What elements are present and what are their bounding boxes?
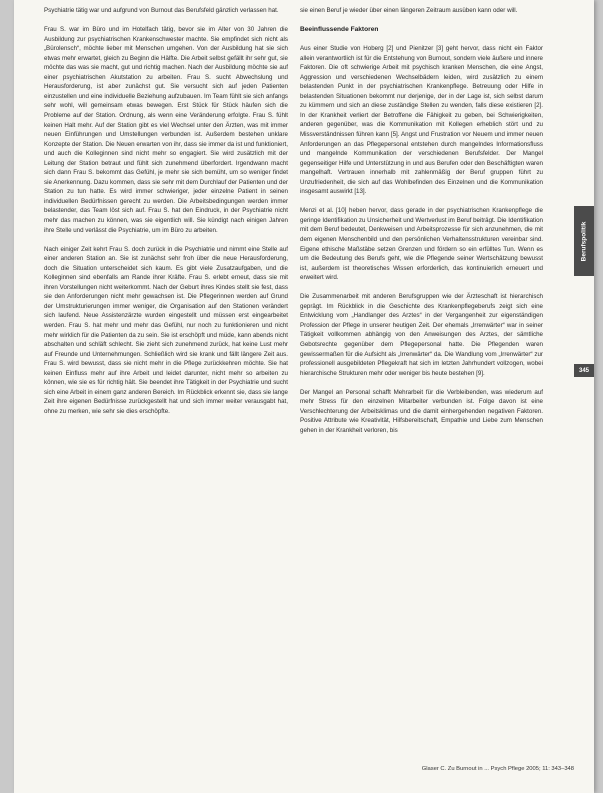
right-paragraph-4: Der Mangel an Personal schafft Mehrarbeit für die Verbleibenden, was wiederum auf mehr Stress für den einzelnen Mitarbeiter verbunden ist. Folge davon ist eine Verschlechterung der Arbeitsklimas und die damit einhergehenden negativen Faktoren. Positive Attribute wie Kreativität, Hilfsbereitschaft, Empathie und Liebe zum Menschen gehen in der Krankheit verloren, bis — [300, 388, 543, 434]
document-page — [14, 0, 594, 793]
right-paragraph-2: Menzi et al. [10] heben hervor, dass gerade in der psychiatrischen Krankenpflege die geringe Identifikation zu Unsicherheit und Wertverlust im Beruf beiträgt. Die Identifikation mit dem Beruf bedeutet, Denkweisen und Arbeitsprozesse für sich anzunehmen, die mit dem eigenen Menschenbild und den persönlichen Verhaltensstrukturen vereinbar sind. Eigene ethische Maßstäbe setzen Grenzen und fördern so ein erfülltes Tun. Wenn es um die Bedeutung des Berufs geht, wie die Pflegende seiner Wertschätzung bewusst ist, außerdem ist theoretisches Wissen erforderlich, das kontinuierlich erneuert und erweitert wird. — [300, 207, 543, 282]
left-paragraph-1: Psychiatrie tätig war und aufgrund von Burnout das Berufsfeld gänzlich verlassen hat. — [44, 7, 279, 14]
left-column — [44, 6, 288, 416]
right-paragraph-1: Aus einer Studie von Hoberg [2] und Pienitzer [3] geht hervor, dass nicht ein Faktor allein verantwortlich ist für die Entstehung von Burnout, sondern viele äußere und innere Faktoren. Die oft schwierige Arbeit mit psychisch kranken Menschen, die eine Angst, Aggression und verschiedenen Wechselbädern leiden, wird zusätzlich zu einem belastenden Punkt in der psychiatrischen Krankenpflege. Betreuung oder Hilfe in belastenden Situationen bekommt nur derjenige, der in der Lage ist, sich selbst darum zu kümmern und sich an diese zuständige Stellen zu wenden, falls diese existieren [2]. In der Krankheit verliert der Betroffene die Fähigkeit zu geben, bei Schwierigkeiten, anderen gegenüber, was die Kommunikation mit Kollegen erheblich stört und zu Missverständnissen führen kann [5]. Angst und Frustration vor Neuem und immer neuen Anforderungen an das Pflegepersonal entstehen durch mangelndes Informationsfluss und mangelnde Kommunikation der verschiedenen Berufsfelder. Der Mangel gegenseitiger Hilfe und Unterstützung in und aus Berufen oder den Beschäftigten waren mangelhaft. Vertrauen innerhalb mit zahlenmäßig der Beruf gruppen führt zu Unzufriedenheit, die sich auf das Wohlbefinden des Einzelnen und die Kommunikation insgesamt auswirkt [13]. — [300, 45, 543, 196]
right-column — [300, 6, 543, 435]
side-tab-label: Berufspolitik — [580, 221, 588, 261]
right-paragraph-3: Die Zusammenarbeit mit anderen Berufsgruppen wie der Ärzteschaft ist hierarchisch geprägt. Im Rückblick in die Geschichte des Krankenpflegeberufs zeigt sich eine Entwicklung vom „Handlanger des Arztes“ in der Vergangenheit zur eigenständigen Profession der Pflege in unserer heutigen Zeit. Der ehemals „Irrenwärter“ war in seiner Tätigkeit vollkommen abhängig von den Anweisungen des Arztes, der sämtliche Gebotsrechte gegenüber dem Pflegepersonal hatte. Die Pflegenden waren gewissermaßen für die Aufsicht als „Irrenwärter“ da. Die Wandlung vom „Irrenwärter“ zur professionell ausgebildeten Pflegekraft hat sich im letzten Jahrhundert vollzogen, wobei hierarchische Strukturen mehr oder weniger bis heute bestehen [9]. — [300, 293, 543, 377]
section-heading: Beeinflussende Faktoren — [300, 26, 379, 34]
page-number: 345 — [574, 364, 594, 377]
right-paragraph-intro: sie einen Beruf je wieder über einen längeren Zeitraum ausüben kann oder will. — [300, 7, 518, 14]
left-paragraph-3: Nach einiger Zeit kehrt Frau S. doch zurück in die Psychiatrie und nimmt eine Stelle auf einer anderen Station an. Sie ist zunächst sehr froh über die neue Herausforderung, doch die Situation unterscheidet sich kaum. Es gibt viele Zusatzaufgaben, und die Kolleginnen sind ebenfalls am Rande ihrer Kräfte. Frau S. erlebt erneut, dass sie mit ihren Vorstellungen nicht weiterkommt. Nach der Geburt ihres Kindes stellt sie fest, dass sie den Anforderungen nicht mehr gewachsen ist. Die Pflegerinnen werden auf Grund der Umstrukturierungen immer weniger, die Organisation auf den Stationen verändert sich laufend. Neue Assistenzärzte wurden eingestellt und müssen erst eingearbeitet werden. Frau S. hat mehr und mehr das Gefühl, nur noch zu funktionieren und nicht mehr wirklich für die Patienten da zu sein. Sie ist erschöpft und müde, kann abends nicht abschalten und schläft schlecht. Sie zieht sich zunehmend zurück, hat keine Lust mehr auf Freunde und Unternehmungen. Schließlich wird sie krank und fällt längere Zeit aus. Frau S. wird bewusst, dass sie nicht mehr in die Pflege zurückkehren möchte. Sie hat keinen Einfluss mehr auf ihre Arbeit und leidet darunter, nicht mehr so arbeiten zu können, wie sie es für richtig hält. Sie beendet ihre Tätigkeit in der Psychiatrie und sucht sich eine Arbeit in einem ganz anderen Bereich. Im Rückblick erkennt sie, dass sie lange Zeit ihre eigenen Bedürfnisse zurückgestellt hat und sich immer weiter verausgabt hat, ohne zu merken, wie sehr sie dies erschöpfte. — [44, 245, 288, 415]
page-footer: Glaser C. Zu Burnout in ... Psych Pflege 2005; 11: 343–348 — [421, 766, 574, 772]
section-side-tab — [574, 206, 594, 276]
left-paragraph-2: Frau S. war im Büro und im Hotelfach tätig, bevor sie im Alter von 30 Jahren die Ausbildung zur psychiatrischen Krankenschwester machte. Sie empfindet sich nicht als „Bürolensch“, möchte lieber mit Menschen umgehen. Von der Ausbildung hat sie sich etwas mehr erwartet, gleich zu Beginn die Hälfte. Die Arbeit selbst gefällt ihr sehr gut, sie möchte das was sie macht, gut und richtig machen. Nach der Ausbildung möchte sie auf einer psychiatrischen Akutstation zu arbeiten. Frau S. sucht Abwechslung und Herausforderung, ist aber zunächst gut. Sie versucht sich auf jeden Patienten einzustellen und eine individuelle Beziehung aufzubauen. Im Team fühlt sie sich anfangs sehr wohl, will gemeinsam etwas bewegen. Erst Stück für Stück häufen sich die Probleme auf der Station. Ordnung, als wenn eine Veränderung erfolgte. Frau S. fühlt keinen Halt mehr. Auf der Station gibt es viel Wechsel unter den Ärzten, was mit immer neuen Einführungen und Umstellungen verbunden ist. Außerdem bestehen unklare Konzepte der Station. Die Neuen erwarten von ihr, dass sie immer da ist und funktioniert, und auch die Kolleginnen sind nicht mehr so engagiert. Sie wird zusätzlich mit der Leitung der Station betraut und fühlt sich zunehmend überfordert. Irgendwann macht sich dann Frau S. bekommt das Gefühl, je mehr sie sich bemüht, um so weniger findet sie Anerkennung. Dazu kommen, dass sie sehr mit dem Durchlauf der Patienten und der Station zu tun hatte. Es wird immer schwieriger, jeder einzelne Patient in seinen individuellen Bedürfnissen gerecht zu werden. Die Arbeitsbedingungen werden immer belastender, das Team löst sich auf. Frau S. hat den Eindruck, in der Psychiatrie nicht mehr das machen zu können, was sie eigentlich will. Sie kündigt nach einigen Jahren ihre Stelle und verlässt die Psychiatrie, um im Büro zu arbeiten. — [44, 26, 288, 234]
